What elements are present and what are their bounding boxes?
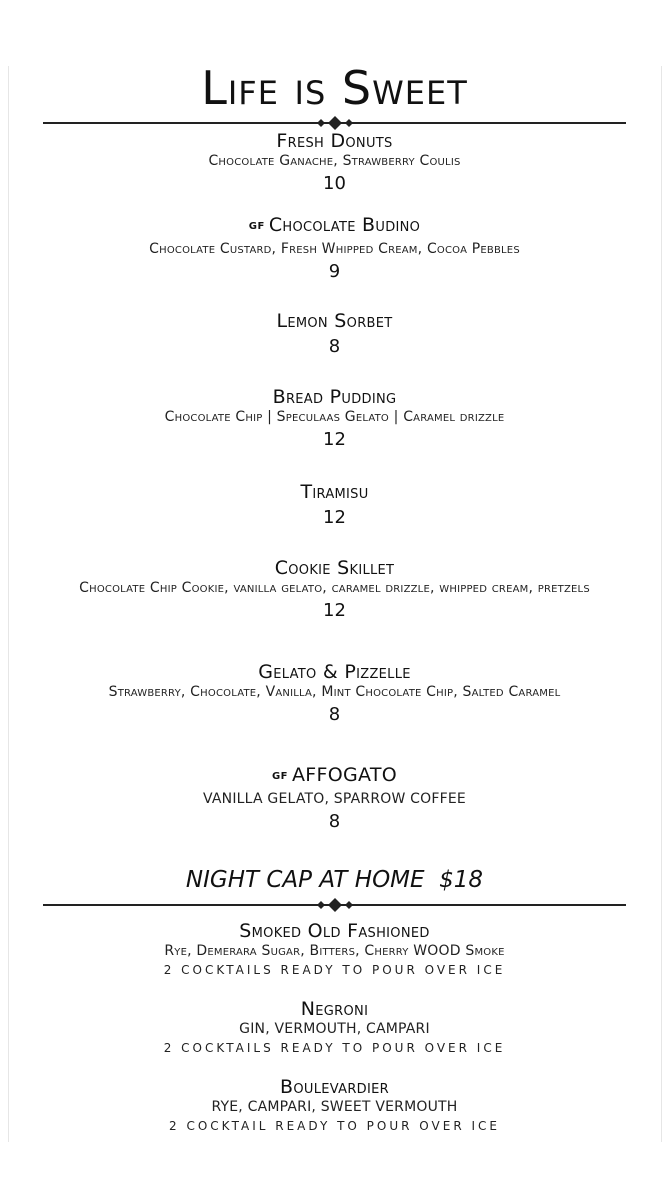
gluten-free-badge: GF [248, 221, 265, 232]
item-name: Gelato & Pizzelle [258, 661, 411, 683]
item-name: Fresh Donuts [276, 130, 393, 152]
item-description: RYE, CAMPARI, SWEET VERMOUTH [211, 1099, 458, 1115]
menu-item-lemon-sorbet [0, 310, 669, 360]
diamond-ornament-icon [309, 116, 361, 130]
nightcap-divider [43, 898, 626, 912]
item-name: AFFOGATO [292, 764, 398, 786]
item-price: 10 [323, 173, 346, 194]
item-price: 9 [328, 261, 341, 282]
item-price: 12 [323, 429, 346, 450]
item-name: Boulevardier [280, 1076, 389, 1098]
item-description: Rye, Demerara Sugar, Bitters, Cherry WOOD Smoke [164, 943, 505, 959]
diamond-ornament-icon [309, 898, 361, 912]
menu-item-cookie-skillet [0, 557, 669, 624]
menu-item-bread-pudding [0, 386, 669, 453]
item-name: Negroni [300, 998, 369, 1020]
item-price: 8 [328, 704, 341, 725]
item-price: 12 [323, 600, 346, 621]
menu-item-chocolate-budino [0, 214, 669, 285]
gluten-free-badge: GF [271, 771, 288, 782]
item-note: 2 COCKTAIL READY TO POUR OVER ICE [169, 1119, 500, 1133]
item-description: Strawberry, Chocolate, Vanilla, Mint Chocolate Chip, Salted Caramel [108, 684, 561, 700]
item-note: 2 COCKTAILS READY TO POUR OVER ICE [163, 963, 506, 977]
nightcap-heading: NIGHT CAP AT HOME $18 [185, 867, 484, 893]
cocktail-boulevardier [0, 1076, 669, 1135]
item-description: Chocolate Ganache, Strawberry Coulis [208, 153, 461, 169]
cocktail-smoked-old-fashioned [0, 920, 669, 979]
menu-title: Life is Sweet [201, 61, 468, 115]
item-description: Chocolate Chip | Speculaas Gelato | Caramel drizzle [164, 409, 505, 425]
item-name: Tiramisu [300, 481, 369, 503]
menu-item-affogato [0, 764, 669, 835]
item-description: VANILLA GELATO, SPARROW COFFEE [203, 791, 466, 807]
menu-item-fresh-donuts [0, 130, 669, 197]
item-name: Chocolate Budino [268, 214, 421, 236]
item-note: 2 COCKTAILS READY TO POUR OVER ICE [163, 1041, 506, 1055]
item-name: Smoked Old Fashioned [239, 920, 430, 942]
item-description: Chocolate Custard, Fresh Whipped Cream, Cocoa Pebbles [149, 241, 520, 257]
item-name: Lemon Sorbet [276, 310, 393, 332]
item-name: Cookie Skillet [274, 557, 395, 579]
title-divider [43, 116, 626, 130]
item-description: GIN, VERMOUTH, CAMPARI [239, 1021, 430, 1037]
menu-item-gelato-pizzelle [0, 661, 669, 728]
menu-item-tiramisu [0, 481, 669, 531]
cocktail-negroni [0, 998, 669, 1057]
item-price: 8 [328, 336, 341, 357]
item-price: 12 [323, 507, 346, 528]
item-description: Chocolate Chip Cookie, vanilla gelato, caramel drizzle, whipped cream, pretzels [79, 580, 590, 596]
item-price: 8 [328, 811, 341, 832]
item-name: Bread Pudding [272, 386, 397, 408]
